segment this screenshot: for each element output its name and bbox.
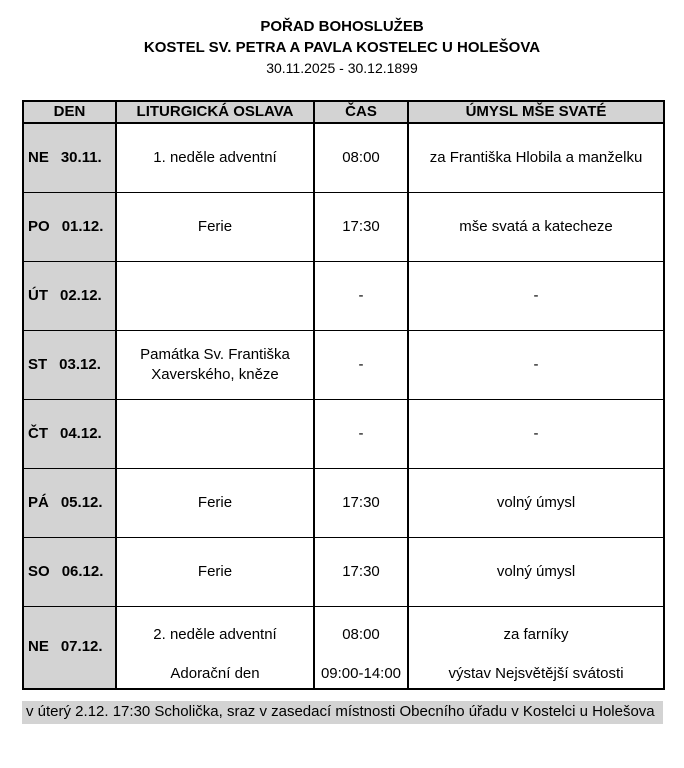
day-date: 07.12. [60,638,103,656]
table-row [23,468,664,537]
table-row [23,192,664,261]
schedule-table [22,100,665,690]
day-cell [23,606,116,689]
day-date: 01.12. [61,217,104,235]
liturgy-cell: 1. neděle adventní [116,123,314,192]
table-row [23,261,664,330]
day-abbr: ČT [28,424,48,442]
page-subtitle: KOSTEL SV. PETRA A PAVLA KOSTELEC U HOLEŠOVA [143,39,541,56]
day-abbr: SO [28,562,50,580]
liturgy-cell [116,606,314,689]
day-date: 30.11. [60,148,102,166]
intention-cell: volný úmysl [408,537,664,606]
time-cell: 08:00 [314,123,408,192]
day-abbr: NE [28,148,49,166]
day-cell [23,468,116,537]
table-row [23,123,664,192]
column-header-den: DEN [23,101,116,123]
day-cell [23,261,116,330]
day-date: 06.12. [61,562,104,580]
title-block [0,0,684,78]
day-abbr: PO [28,217,50,235]
column-header-umysl: ÚMYSL MŠE SVATÉ [408,101,664,123]
intention-cell: - [408,330,664,399]
date-range: 30.11.2025 - 30.12.1899 [266,60,418,76]
liturgy-cell [116,399,314,468]
liturgy-cell: Ferie [116,537,314,606]
liturgy-cell: Ferie [116,192,314,261]
day-date: 05.12. [60,493,103,511]
intention-cell: - [408,399,664,468]
table-header-row [23,101,664,123]
table-row [23,399,664,468]
time-line-2: 09:00-14:00 [320,664,402,682]
liturgy-line-1: 2. neděle adventní [153,625,277,643]
intention-cell: - [408,261,664,330]
time-line-1: 08:00 [342,625,380,643]
liturgy-cell: Památka Sv. Františka Xaverského, kněze [116,330,314,399]
day-cell [23,399,116,468]
table-row [23,537,664,606]
intention-line-2: výstav Nejsvětější svátosti [448,664,624,682]
footer-note: v úterý 2.12. 17:30 Scholička, sraz v zasedací místnosti Obecního úřadu v Kostelci u Holešova [22,701,663,724]
day-cell [23,330,116,399]
table-row [23,330,664,399]
intention-cell: volný úmysl [408,468,664,537]
day-abbr: ÚT [28,286,48,304]
day-cell [23,192,116,261]
page-title: POŘAD BOHOSLUŽEB [260,18,424,35]
day-abbr: ST [28,355,48,373]
day-date: 03.12. [59,355,101,373]
intention-cell: mše svatá a katecheze [408,192,664,261]
column-header-oslava: LITURGICKÁ OSLAVA [116,101,314,123]
intention-cell: za Františka Hlobila a manželku [408,123,664,192]
liturgy-cell: Ferie [116,468,314,537]
time-cell [314,606,408,689]
time-cell: 17:30 [314,192,408,261]
day-date: 04.12. [60,424,102,442]
time-cell: 17:30 [314,468,408,537]
time-cell: - [314,261,408,330]
day-abbr: NE [28,638,49,656]
time-cell: - [314,330,408,399]
liturgy-cell [116,261,314,330]
day-abbr: PÁ [28,493,49,511]
time-cell: - [314,399,408,468]
day-cell [23,537,116,606]
column-header-cas: ČAS [314,101,408,123]
intention-cell [408,606,664,689]
day-date: 02.12. [60,286,102,304]
time-cell: 17:30 [314,537,408,606]
table-row [23,606,664,689]
liturgy-line-2: Adorační den [170,664,260,682]
day-cell [23,123,116,192]
intention-line-1: za farníky [503,625,569,643]
